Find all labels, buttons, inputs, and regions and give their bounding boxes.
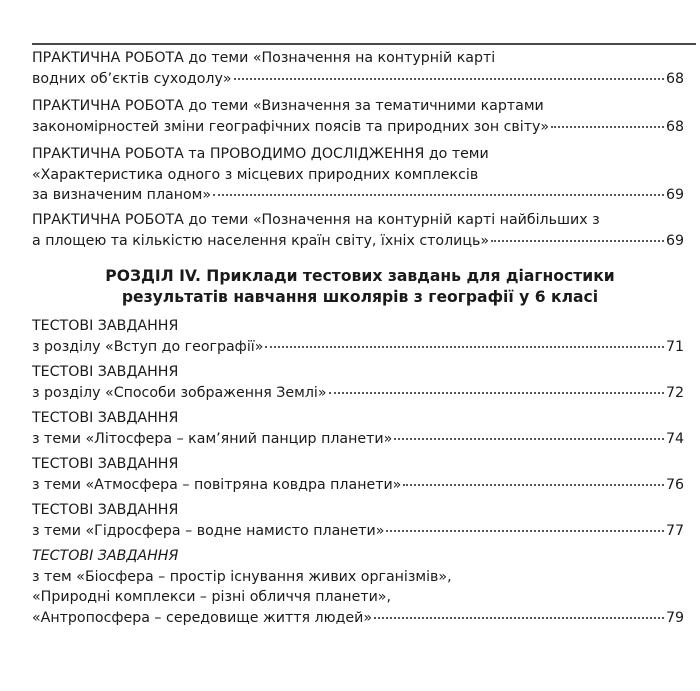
toc-entry-text: ПРАКТИЧНА РОБОТА до теми «Позначення на контурній карті	[32, 50, 496, 66]
toc-entry-label: ТЕСТОВІ ЗАВДАННЯ	[32, 502, 179, 518]
toc-entry-text: з розділу «Способи зображення Землі»	[32, 384, 327, 401]
toc-entry-test-3[interactable]	[32, 408, 684, 449]
dot-leader	[551, 126, 664, 128]
dot-leader	[213, 194, 664, 196]
page-number: 68	[665, 118, 684, 135]
toc-entry-text: водних об’єктів суходолу»	[32, 70, 232, 87]
page-number: 76	[665, 476, 684, 493]
toc-entry-practical-3[interactable]	[32, 144, 684, 206]
toc-entry-test-4[interactable]	[32, 454, 684, 495]
toc-entry-text: з теми «Атмосфера – повітряна ковдра планети»	[32, 476, 402, 493]
page-number: 79	[665, 609, 684, 626]
dot-leader	[394, 438, 664, 440]
toc-entry-text: за визначеним планом»	[32, 187, 212, 203]
toc-entry-text: «Антропосфера – середовище життя людей»	[32, 609, 373, 626]
page-number: 69	[665, 187, 684, 203]
toc-entry-text: з тем «Біосфера – простір існування живих організмів»,	[32, 568, 452, 585]
section-heading	[60, 266, 660, 308]
top-divider	[32, 43, 696, 45]
dot-leader	[265, 346, 664, 348]
toc-entry-text: ПРАКТИЧНА РОБОТА та ПРОВОДИМО ДОСЛІДЖЕННЯ до теми	[32, 146, 489, 162]
toc-entry-practical-1[interactable]	[32, 48, 684, 89]
page-number: 68	[665, 70, 684, 87]
toc-entry-text: «Природні комплекси – різні обличчя планети»,	[32, 589, 391, 605]
toc-entry-text: а площею та кількістю населення країн світу, їхніх столиць»	[32, 232, 490, 249]
toc-entry-text: ПРАКТИЧНА РОБОТА до теми «Позначення на контурній карті найбільших з	[32, 212, 600, 228]
dot-leader	[386, 530, 663, 532]
toc-entry-label: ТЕСТОВІ ЗАВДАННЯ	[32, 364, 179, 380]
toc-entry-text: «Характеристика одного з місцевих природних комплексів	[32, 166, 479, 183]
toc-entry-label: ТЕСТОВІ ЗАВДАННЯ	[32, 410, 179, 426]
toc-entry-test-6[interactable]	[32, 546, 684, 628]
toc-entry-label: ТЕСТОВІ ЗАВДАННЯ	[32, 548, 179, 564]
page-number: 72	[665, 384, 684, 401]
toc-entry-test-1[interactable]	[32, 316, 684, 357]
page-number: 71	[665, 338, 684, 355]
toc-entry-label: ТЕСТОВІ ЗАВДАННЯ	[32, 318, 179, 334]
toc-entry-test-2[interactable]	[32, 362, 684, 403]
toc-entry-text: ПРАКТИЧНА РОБОТА до теми «Визначення за тематичними картами	[32, 98, 544, 114]
toc-entry-text: з теми «Літосфера – кам’яний панцир планети»	[32, 430, 393, 447]
dot-leader	[491, 240, 664, 242]
dot-leader	[374, 617, 664, 619]
section-heading-line: РОЗДІЛ IV. Приклади тестових завдань для діагностики	[105, 267, 615, 285]
page-number: 77	[665, 522, 684, 539]
toc-entry-text: закономірностей зміни географічних поясів та природних зон світу»	[32, 118, 550, 135]
page-number: 74	[665, 430, 684, 447]
dot-leader	[403, 484, 664, 486]
toc-entry-practical-2[interactable]	[32, 96, 684, 137]
toc-entry-test-5[interactable]	[32, 500, 684, 541]
toc-entry-text: з теми «Гідросфера – водне намисто планети»	[32, 522, 385, 539]
toc-entry-label: ТЕСТОВІ ЗАВДАННЯ	[32, 456, 179, 472]
section-heading-line: результатів навчання школярів з географії у 6 класі	[121, 288, 599, 306]
dot-leader	[234, 78, 664, 80]
toc-entry-practical-4[interactable]	[32, 210, 684, 251]
toc-entry-text: з розділу «Вступ до географії»	[32, 338, 264, 355]
dot-leader	[329, 392, 664, 394]
page-number: 69	[665, 232, 684, 249]
